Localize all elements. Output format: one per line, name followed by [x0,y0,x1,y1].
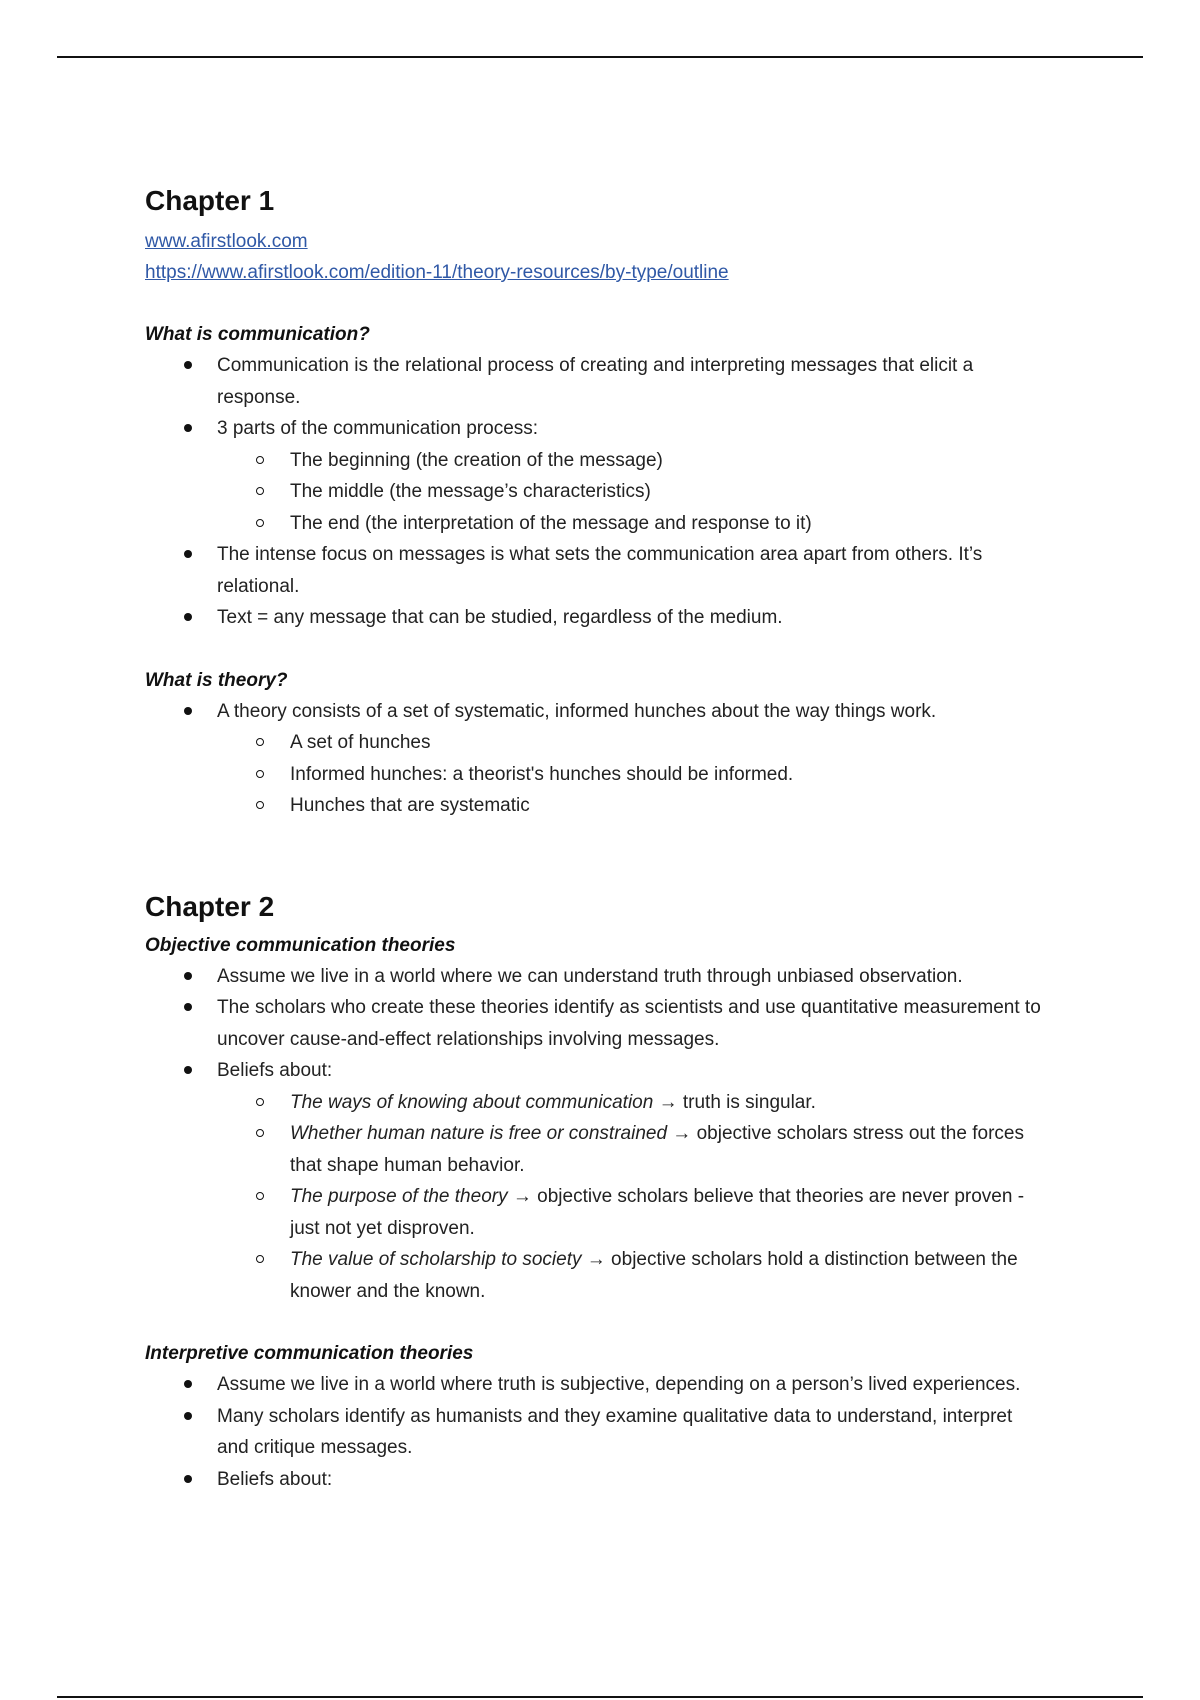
header-rule [57,56,1143,58]
section-interpretive-theories: Interpretive communication theories [145,1343,474,1364]
list-item: A set of hunches [145,727,1045,759]
chapter-1-title: Chapter 1 [145,185,275,216]
list-item: Informed hunches: a theorist's hunches should be informed. [145,759,1045,791]
list-item: A theory consists of a set of systematic, informed hunches about the way things work. A set of hunches Informed hunches: a theorist's hunches should be informed. Hunches that are systematic [145,696,1045,822]
list-item: The middle (the message’s characteristics) [145,476,1045,508]
link-afirstlook-home[interactable]: www.afirstlook.com [145,231,308,252]
list-item: The purpose of the theory → objective scholars believe that theories are never proven - just not yet disproven. [145,1181,1045,1244]
list-item: Beliefs about: The ways of knowing about communication → truth is singular. Whether human nature is free or constrained → objective scholars stress out the forces that shape human behavior. The purpose of the theory → objective scholars believe that theories are never proven - just not yet disproven. The value of scholarship to society → objective scholars hold a distinction between the knower and the known. [145,1055,1045,1307]
list-item: Beliefs about: [145,1464,1045,1496]
section-what-is-communication: What is communication? [145,324,370,345]
link-afirstlook-outline[interactable]: https://www.afirstlook.com/edition-11/theory-resources/by-type/outline [145,262,729,283]
section-what-is-theory: What is theory? [145,669,288,691]
list-item: 3 parts of the communication process: The beginning (the creation of the message) The middle (the message’s characteristics) The end (the interpretation of the message and response to it) [145,413,1045,539]
footer-rule [57,1696,1143,1698]
list-item: Assume we live in a world where truth is subjective, depending on a person’s lived experiences. [145,1369,1045,1401]
list-item: Many scholars identify as humanists and they examine qualitative data to understand, interpret and critique messages. [145,1401,1045,1464]
list-item: Assume we live in a world where we can understand truth through unbiased observation. [145,961,1045,993]
list-item: The intense focus on messages is what sets the communication area apart from others. It’s relational. [145,539,1045,602]
list-item: The end (the interpretation of the message and response to it) [145,508,1045,540]
section-objective-theories: Objective communication theories [145,934,456,956]
hunches-list [217,727,1045,822]
process-parts-list [217,445,1045,540]
list-item: Whether human nature is free or constrained → objective scholars stress out the forces that shape human behavior. [145,1118,1045,1181]
communication-bullets [145,350,1045,634]
list-item: The beginning (the creation of the message) [145,445,1045,477]
list-item: Communication is the relational process of creating and interpreting messages that elicit a response. [145,350,1045,413]
interpretive-bullets [145,1369,1045,1495]
list-item: Hunches that are systematic [145,790,1045,822]
objective-bullets [145,961,1045,1308]
document-body [145,178,1045,1495]
objective-beliefs-list [217,1087,1045,1308]
list-item: Text = any message that can be studied, regardless of the medium. [145,602,1045,634]
chapter-2-title: Chapter 2 [145,890,275,922]
list-item: The ways of knowing about communication → truth is singular. [145,1087,1045,1119]
list-item: The value of scholarship to society → objective scholars hold a distinction between the knower and the known. [145,1244,1045,1307]
theory-bullets [145,696,1045,822]
list-item: The scholars who create these theories identify as scientists and use quantitative measurement to uncover cause-and-effect relationships involving messages. [145,992,1045,1055]
